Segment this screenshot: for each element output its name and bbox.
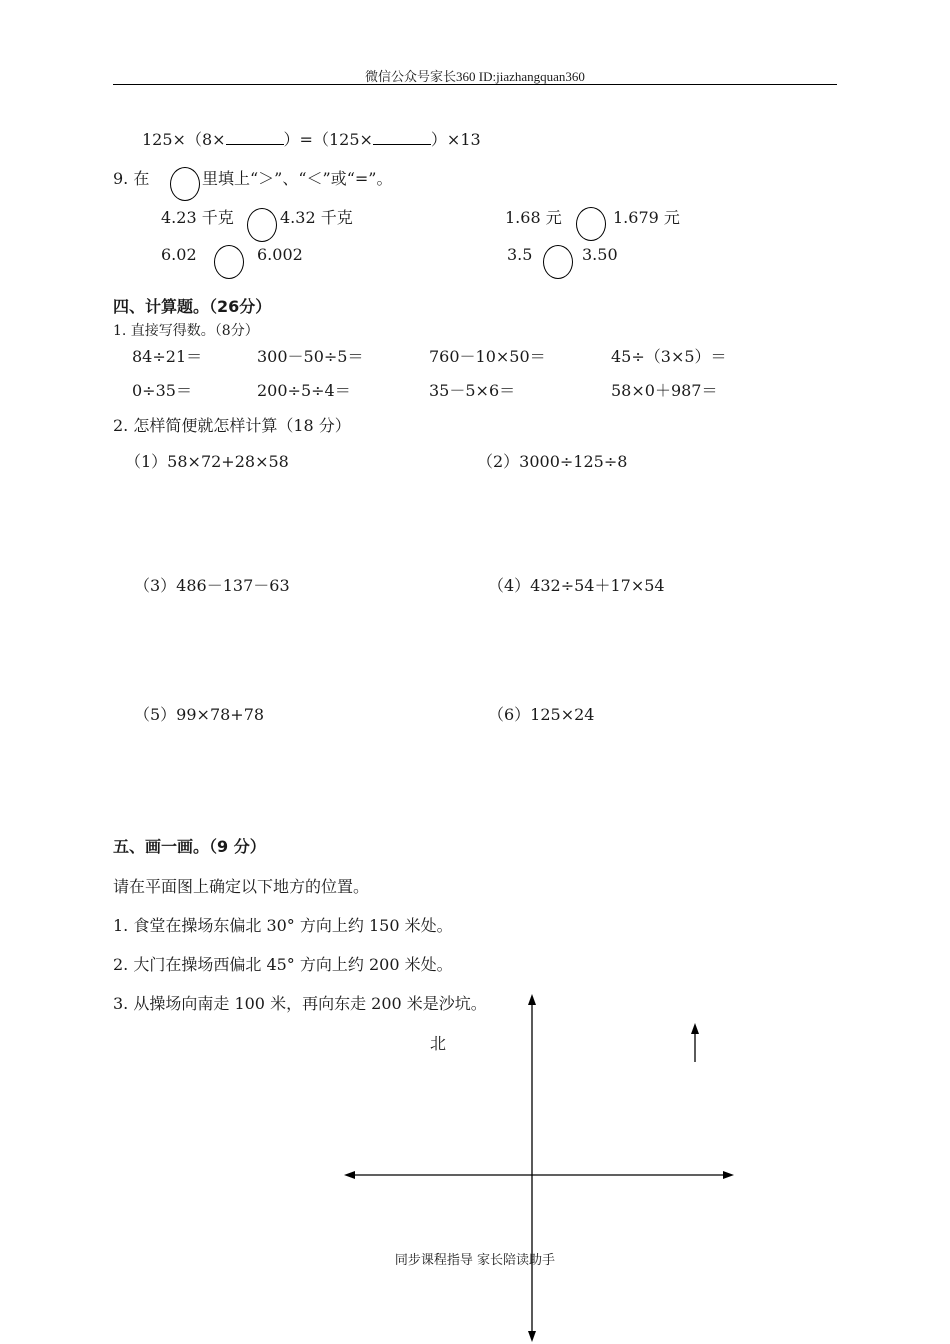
q9-item-1-left: 4.23 千克 (161, 208, 234, 227)
section5-item-1: 1. 食堂在操场东偏北 30° 方向上约 150 米处。 (113, 916, 453, 935)
section4-sub2: 2. 怎样简便就怎样计算（18 分） (113, 416, 351, 435)
q8-part2: ）=（125× (283, 130, 373, 149)
oral-1: 84÷21＝ (132, 347, 203, 366)
north-label: 北 (430, 1034, 447, 1053)
section5-item-3: 3. 从操场向南走 100 米，再向东走 200 米是沙坑。 (113, 994, 487, 1013)
page-footer: 同步课程指导 家长陪读助手 (394, 1253, 556, 1268)
q9-item-2-right: 1.679 元 (613, 208, 680, 227)
q9-item-3-right: 6.002 (257, 245, 303, 264)
q9-item-4-left: 3.5 (507, 245, 533, 264)
oral-3: 760－10×50＝ (429, 347, 546, 366)
oral-7: 35－5×6＝ (429, 381, 516, 400)
q8-part3: ）×13 (430, 130, 481, 149)
section5-item-2: 2. 大门在操场西偏北 45° 方向上约 200 米处。 (113, 955, 453, 974)
section4-title: 四、计算题。（26分） (113, 297, 272, 316)
oral-4: 45÷（3×5）＝ (611, 347, 727, 366)
section5-intro: 请在平面图上确定以下地方的位置。 (113, 877, 370, 896)
q8-part1: 125×（8× (142, 130, 226, 149)
oral-6: 200÷5÷4＝ (257, 381, 351, 400)
oral-2: 300－50÷5＝ (257, 347, 364, 366)
problem-2: （2）3000÷125÷8 (477, 452, 628, 471)
horizontal-axis (344, 1171, 734, 1179)
q9-item-4-right: 3.50 (582, 245, 618, 264)
q9-item-2-left: 1.68 元 (505, 208, 562, 227)
vertical-axis (528, 994, 536, 1342)
problem-1: （1）58×72+28×58 (125, 452, 289, 471)
oral-5: 0÷35＝ (132, 381, 192, 400)
problem-4: （4）432÷54＋17×54 (488, 576, 665, 595)
page-header: 微信公众号家长360 ID:jiazhangquan360 (365, 69, 585, 84)
q9-lead: 9. 在 (113, 169, 150, 188)
q9-instruction: 里填上“＞”、“＜”或“=”。 (202, 169, 393, 188)
section4-sub1: 1. 直接写得数。（8分） (113, 323, 259, 339)
problem-6: （6）125×24 (488, 705, 595, 724)
q9-item-3-left: 6.02 (161, 245, 197, 264)
oral-8: 58×0＋987＝ (611, 381, 718, 400)
problem-5: （5）99×78+78 (134, 705, 265, 724)
north-arrow-icon (691, 1023, 699, 1062)
q9-item-1-right: 4.32 千克 (280, 208, 353, 227)
section5-title: 五、画一画。（9 分） (113, 837, 266, 856)
problem-3: （3）486－137－63 (134, 576, 290, 595)
